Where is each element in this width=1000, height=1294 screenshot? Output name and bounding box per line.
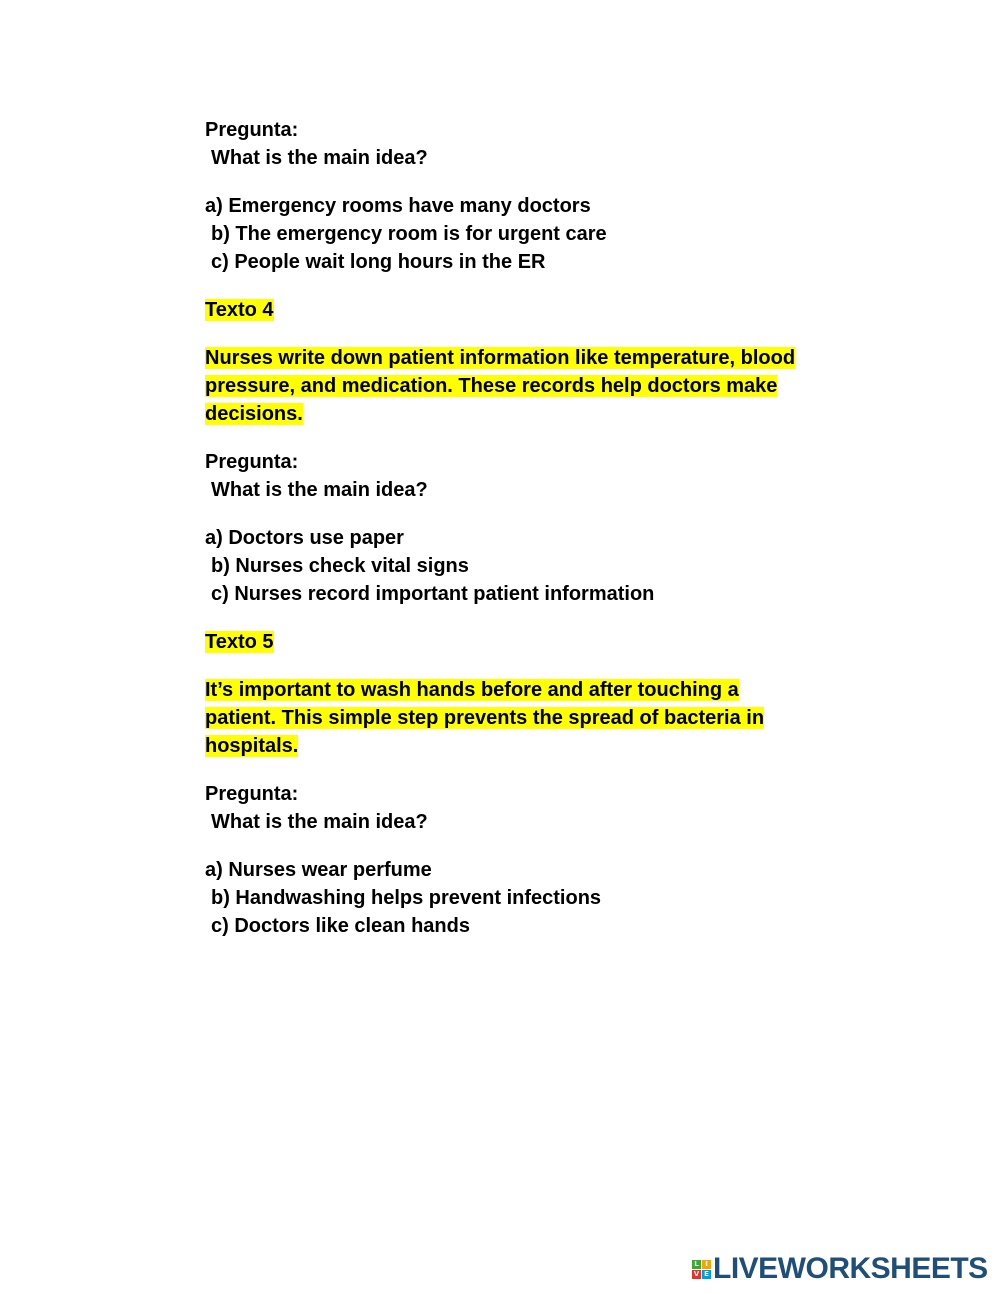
texto-4-title — [205, 296, 825, 324]
question-text: What is the main idea? — [211, 147, 428, 169]
option-b: b) The emergency room is for urgent care — [211, 223, 607, 245]
liveworksheets-logo[interactable] — [692, 1253, 988, 1285]
question-text: What is the main idea? — [211, 479, 428, 501]
texto-4-body-text: Nurses write down patient information like temperature, blood pressure, and medication. These records help doctors make decisions. — [205, 347, 796, 425]
texto-5-title-text: Texto 5 — [205, 631, 274, 653]
texto-5-body — [205, 676, 815, 760]
option-c: c) Doctors like clean hands — [211, 915, 470, 937]
texto-4-title-text: Texto 4 — [205, 299, 274, 321]
texto-4-body — [205, 344, 815, 428]
option-b: b) Handwashing helps prevent infections — [211, 887, 602, 909]
option-a: a) Doctors use paper — [205, 527, 404, 549]
option-c: c) Nurses record important patient information — [211, 583, 655, 605]
question-label: Pregunta: — [205, 119, 299, 141]
worksheet-page — [205, 116, 825, 940]
option-c: c) People wait long hours in the ER — [211, 251, 546, 273]
option-a: a) Emergency rooms have many doctors — [205, 195, 591, 217]
logo-mark-v: V — [693, 1269, 700, 1278]
logo-mark-l: L — [692, 1260, 701, 1269]
question-label: Pregunta: — [205, 783, 299, 805]
texto-5-title — [205, 628, 825, 656]
question-label: Pregunta: — [205, 451, 299, 473]
logo-text: LIVEWORKSHEETS — [713, 1252, 988, 1285]
logo-mark-i: I — [702, 1260, 711, 1269]
logo-mark-e: E — [702, 1270, 711, 1279]
texto-5-body-text: It’s important to wash hands before and after touching a patient. This simple step prevents the spread of bacteria in hospitals. — [205, 679, 765, 757]
logo-mark-icon — [692, 1260, 711, 1279]
option-b: b) Nurses check vital signs — [211, 555, 469, 577]
question-text: What is the main idea? — [211, 811, 428, 833]
option-a: a) Nurses wear perfume — [205, 859, 432, 881]
